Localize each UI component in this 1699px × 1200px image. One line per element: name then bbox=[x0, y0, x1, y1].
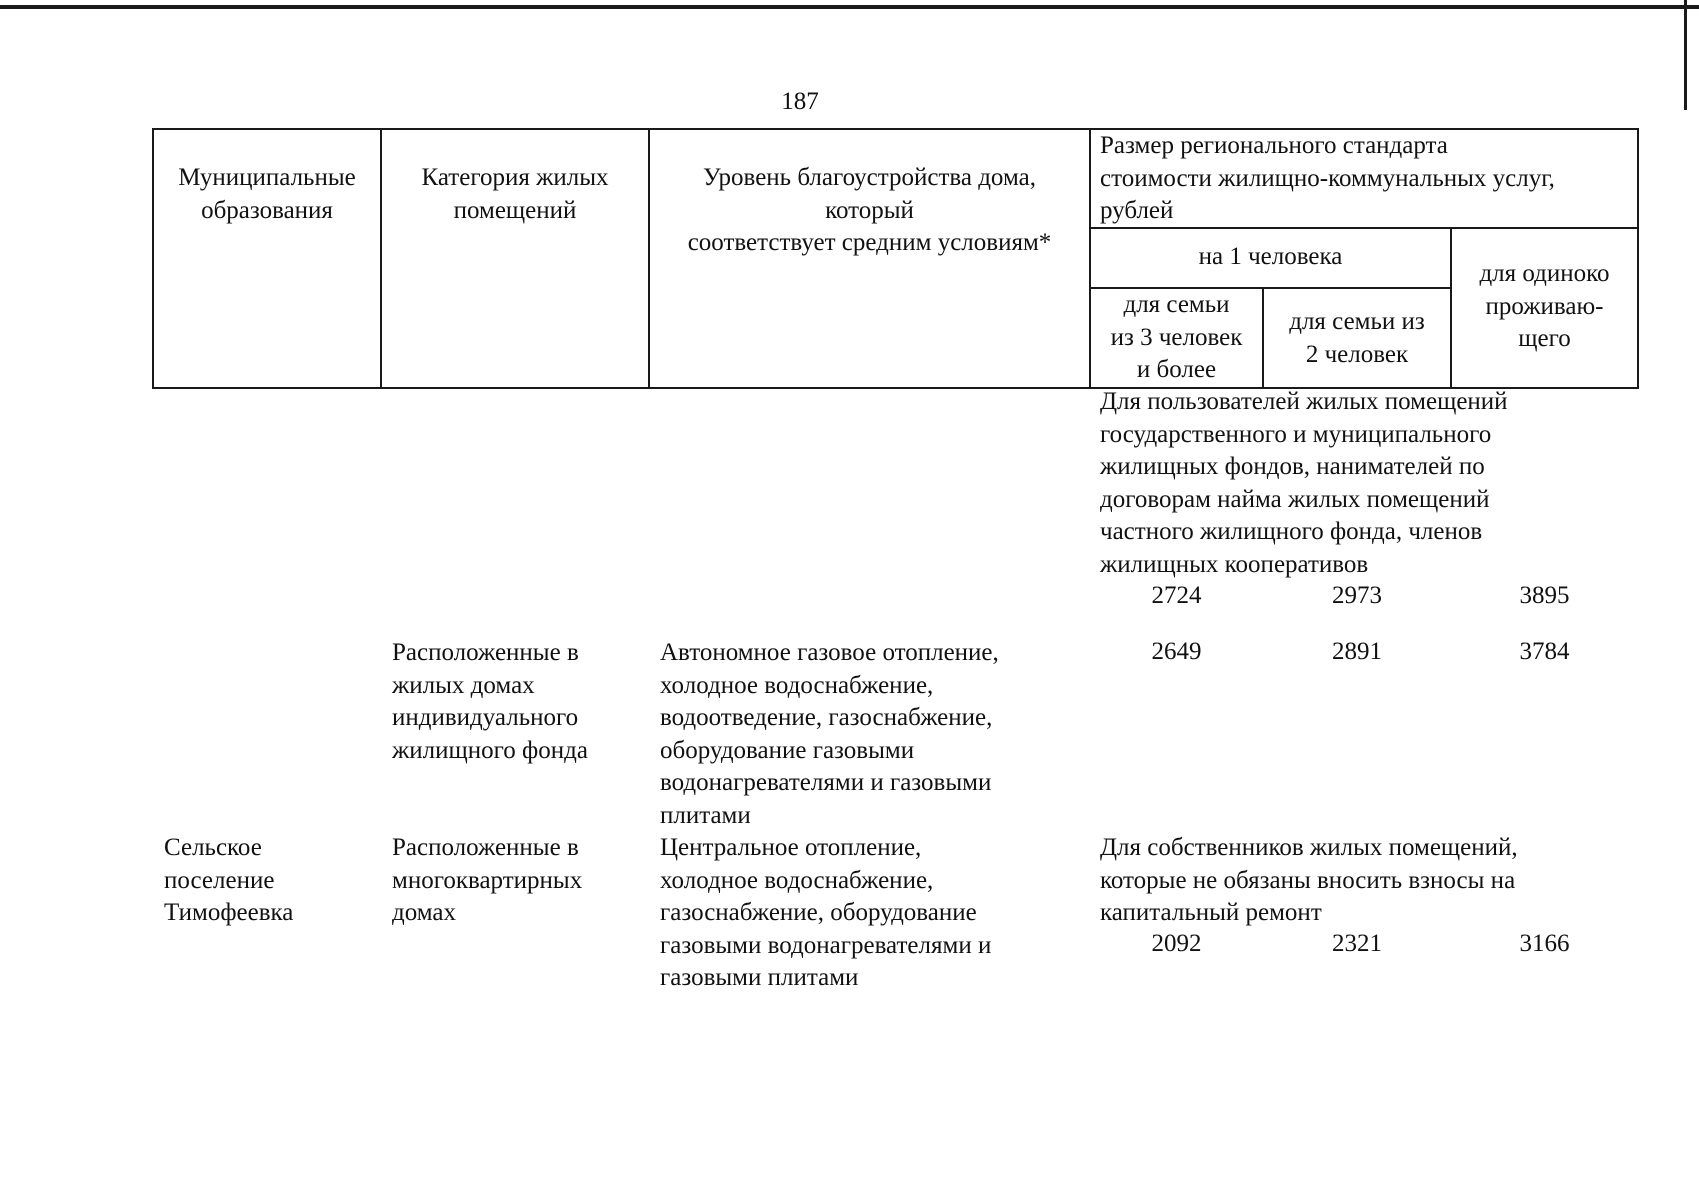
header-level-line: Уровень благоустройства дома, bbox=[703, 164, 1036, 191]
header-level-line: который bbox=[825, 196, 914, 224]
header-municipal-line: Муниципальные bbox=[178, 164, 356, 191]
section1-value-family3: 2724 bbox=[1151, 582, 1202, 609]
apartment-category-line: Расположенные в bbox=[392, 834, 579, 861]
section1-caption-line: жилищных фондов, нанимателей по bbox=[1100, 453, 1485, 480]
individual-category-line: индивидуального bbox=[392, 704, 579, 731]
individual-level-line: холодное водоснабжение, bbox=[660, 671, 934, 699]
individual-level-line: водонагревателями и газовыми bbox=[660, 769, 992, 796]
header-family2 bbox=[1264, 306, 1450, 371]
header-category-line: Категория жилых bbox=[421, 164, 609, 191]
section1-caption-line: частного жилищного фонда, членов bbox=[1100, 518, 1483, 545]
municipality-line: Тимофеевка bbox=[164, 899, 294, 926]
individual-level-line: оборудование газовыми bbox=[660, 736, 915, 764]
section1-value-single: 3895 bbox=[1519, 582, 1570, 609]
apartment-value-single: 3166 bbox=[1519, 930, 1570, 957]
header-right-border bbox=[1637, 128, 1639, 389]
header-family2-line: для семьи из bbox=[1289, 308, 1425, 335]
header-single-line: щего bbox=[1518, 325, 1571, 352]
header-single bbox=[1452, 258, 1637, 356]
individual-category-line: жилищного фонда bbox=[392, 736, 588, 764]
header-family3-line: из 3 человек bbox=[1110, 323, 1243, 351]
header-standard-line: стоимости жилищно-коммунальных услуг, bbox=[1100, 164, 1555, 192]
section1-caption-line: Для пользователей жилых помещений bbox=[1100, 388, 1508, 415]
individual-level-line: водоотведение, газоснабжение, bbox=[660, 704, 993, 731]
header-family3-line: для семьи bbox=[1123, 291, 1230, 318]
apartment-value-family2: 2321 bbox=[1332, 930, 1382, 957]
table-header bbox=[152, 128, 1639, 389]
header-municipal-line: образования bbox=[201, 196, 333, 224]
header-single-line: для одиноко bbox=[1479, 260, 1610, 287]
apartment-level-line: холодное водоснабжение, bbox=[660, 866, 934, 894]
apartment-value-family3: 2092 bbox=[1151, 930, 1202, 957]
header-level-line: соответствует средним условиям* bbox=[687, 229, 1052, 256]
apartment-level bbox=[660, 832, 991, 995]
header-standard bbox=[1100, 130, 1555, 228]
section1-caption bbox=[1100, 386, 1508, 581]
section1-caption-line: жилищных кооперативов bbox=[1100, 550, 1369, 578]
apartment-caption-line: капитальный ремонт bbox=[1100, 899, 1322, 926]
section1-value-family2: 2973 bbox=[1332, 582, 1382, 609]
municipality-line: Сельское bbox=[164, 834, 262, 861]
individual-value-family2: 2891 bbox=[1332, 638, 1382, 665]
apartment-level-line: газовыми водонагревателями и bbox=[660, 931, 992, 959]
header-standard-line: рублей bbox=[1100, 197, 1174, 224]
header-family3-line: и более bbox=[1136, 356, 1217, 383]
section1-caption-line: государственного и муниципального bbox=[1100, 420, 1492, 448]
individual-category bbox=[392, 637, 588, 767]
individual-value-family3: 2649 bbox=[1151, 638, 1202, 665]
header-municipal bbox=[154, 162, 380, 227]
header-category bbox=[382, 162, 648, 227]
apartment-caption-line: которые не обязаны вносить взносы на bbox=[1100, 866, 1516, 894]
individual-level bbox=[660, 637, 999, 832]
individual-category-line: Расположенные в bbox=[392, 639, 579, 666]
apartment-level-line: газоснабжение, оборудование bbox=[660, 899, 977, 926]
top-border-line bbox=[0, 5, 1699, 9]
page-number: 187 bbox=[781, 88, 819, 115]
header-category-line: помещений bbox=[453, 196, 577, 224]
individual-value-single: 3784 bbox=[1519, 638, 1570, 665]
apartment-caption bbox=[1100, 832, 1518, 930]
individual-category-line: жилых домах bbox=[392, 671, 535, 699]
right-border-line bbox=[1684, 0, 1687, 110]
header-family3 bbox=[1091, 289, 1262, 387]
header-standard-line: Размер регионального стандарта bbox=[1100, 132, 1448, 159]
apartment-category-line: многоквартирных bbox=[392, 866, 583, 894]
apartment-level-line: Центральное отопление, bbox=[660, 834, 922, 861]
municipality-line: поселение bbox=[164, 866, 275, 894]
header-per-person: на 1 человека bbox=[1198, 243, 1343, 270]
apartment-level-line: газовыми плитами bbox=[660, 964, 859, 991]
section1-caption-line: договорам найма жилых помещений bbox=[1100, 485, 1490, 513]
header-family2-line: 2 человек bbox=[1305, 340, 1409, 368]
apartment-category-line: домах bbox=[392, 899, 456, 926]
individual-level-line: плитами bbox=[660, 801, 751, 829]
apartment-category bbox=[392, 832, 582, 930]
header-single-line: проживаю- bbox=[1485, 292, 1604, 320]
header-level bbox=[650, 162, 1089, 260]
individual-level-line: Автономное газовое отопление, bbox=[660, 639, 999, 666]
apartment-caption-line: Для собственников жилых помещений, bbox=[1100, 834, 1518, 861]
municipality-name bbox=[164, 832, 293, 930]
